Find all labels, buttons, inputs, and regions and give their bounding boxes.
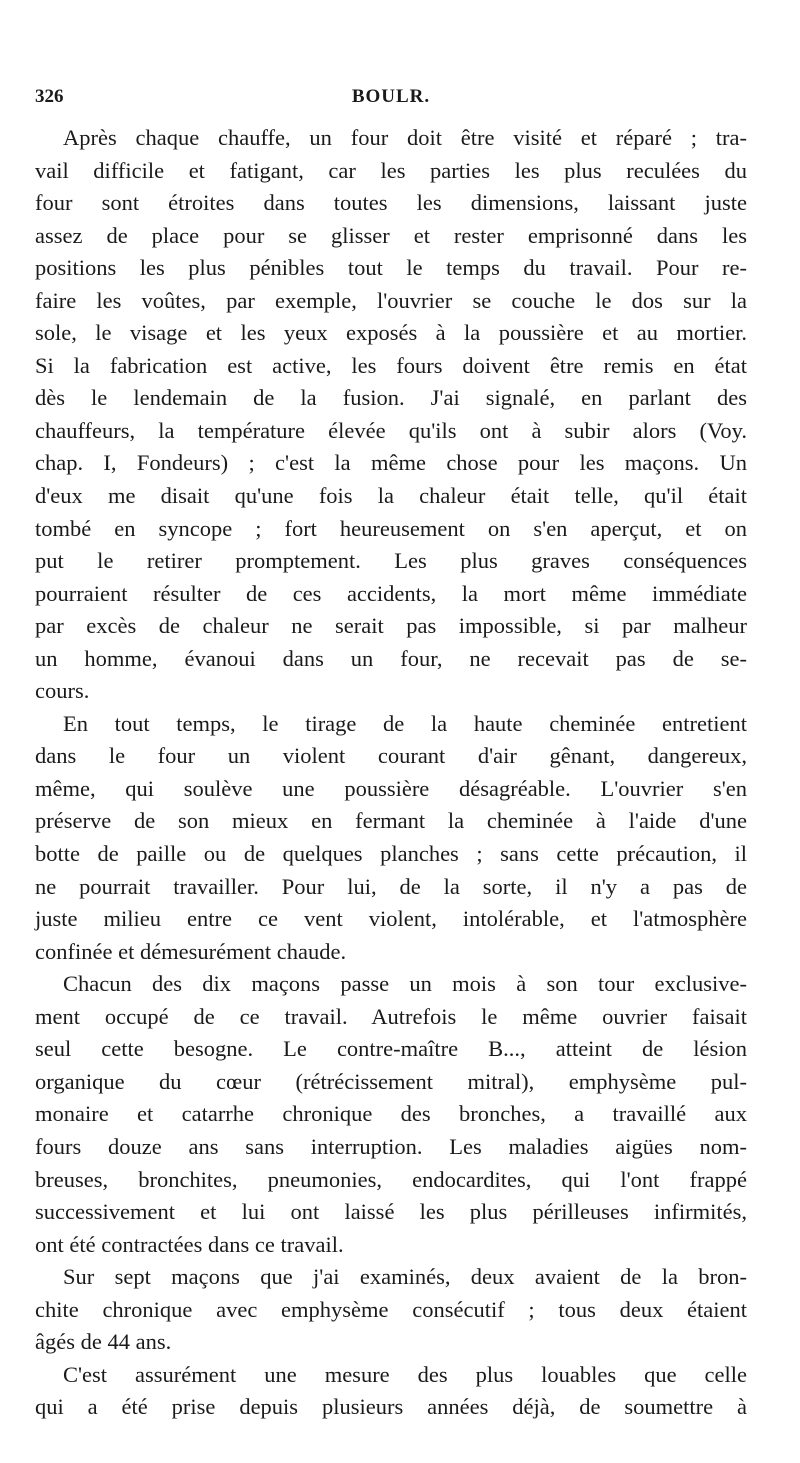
text-line: Si la fabrication est active, les fours doivent être remis en état: [35, 352, 747, 378]
text-line: pourraient résulter de ces accidents, la mort même immédiate: [35, 580, 747, 606]
text-line: assez de place pour se glisser et rester emprisonné dans les: [35, 222, 747, 248]
text-line: qui a été prise depuis plusieurs années déjà, de soumettre à: [35, 1394, 747, 1420]
text-line: par excès de chaleur ne serait pas impossible, si par malheur: [35, 613, 747, 639]
text-line: dès le lendemain de la fusion. J'ai signalé, en parlant des: [35, 385, 747, 411]
paragraph: [35, 122, 747, 708]
text-line: fours douze ans sans interruption. Les maladies aigües nom-: [35, 1133, 747, 1159]
text-line: seul cette besogne. Le contre-maître B..., atteint de lésion: [35, 1036, 747, 1062]
text-line: juste milieu entre ce vent violent, intolérable, et l'atmosphère: [35, 906, 747, 932]
text-line: Après chaque chauffe, un four doit être visité et réparé ; tra-: [63, 125, 747, 150]
text-line: breuses, bronchites, pneumonies, endocardites, qui l'ont frappé: [35, 1166, 747, 1192]
text-line: En tout temps, le tirage de la haute cheminée entretient: [63, 710, 747, 736]
text-line: cours.: [35, 678, 90, 704]
text-line: chap. I, Fondeurs) ; c'est la même chose pour les maçons. Un: [35, 450, 747, 476]
text-line: vail difficile et fatigant, car les parties les plus reculées du: [35, 157, 747, 183]
text-line: dans le four un violent courant d'air gênant, dangereux,: [35, 743, 747, 769]
text-line: faire les voûtes, par exemple, l'ouvrier se couche le dos sur la: [35, 287, 747, 313]
text-line: un homme, évanoui dans un four, ne recevait pas de se-: [35, 645, 747, 671]
text-line: chite chronique avec emphysème consécutif ; tous deux étaient: [35, 1296, 747, 1322]
text-line: ont été contractées dans ce travail.: [35, 1231, 344, 1257]
text-line: âgés de 44 ans.: [35, 1329, 172, 1355]
text-line: Sur sept maçons que j'ai examinés, deux avaient de la bron-: [63, 1264, 747, 1290]
paragraph: [35, 1359, 747, 1424]
page-number: 326: [35, 86, 64, 107]
text-line: put le retirer promptement. Les plus graves conséquences: [35, 548, 747, 574]
text-line: botte de paille ou de quelques planches ; sans cette précaution, il: [35, 841, 747, 867]
text-line: C'est assurément une mesure des plus louables que celle: [63, 1361, 747, 1387]
paragraph: [35, 1261, 747, 1359]
text-line: sole, le visage et les yeux exposés à la poussière et au mortier.: [35, 320, 747, 346]
text-line: d'eux me disait qu'une fois la chaleur était telle, qu'il était: [35, 483, 747, 509]
text-line: organique du cœur (rétrécissement mitral), emphysème pul-: [35, 1068, 747, 1094]
paragraph: [35, 708, 747, 968]
paragraph: [35, 968, 747, 1261]
text-line: positions les plus pénibles tout le temps du travail. Pour re-: [35, 255, 747, 281]
running-title: BOULR.: [351, 86, 431, 107]
body-text: [35, 122, 747, 1424]
running-head: [35, 86, 747, 110]
text-line: Chacun des dix maçons passe un mois à son tour exclusive-: [63, 971, 747, 997]
text-line: successivement et lui ont laissé les plus périlleuses infirmités,: [35, 1199, 747, 1225]
text-line: préserve de son mieux en fermant la cheminée à l'aide d'une: [35, 808, 747, 834]
text-line: ment occupé de ce travail. Autrefois le même ouvrier faisait: [35, 1003, 747, 1029]
text-line: monaire et catarrhe chronique des bronches, a travaillé aux: [35, 1101, 747, 1127]
text-line: tombé en syncope ; fort heureusement on s'en aperçut, et on: [35, 515, 747, 541]
text-line: four sont étroites dans toutes les dimensions, laissant juste: [35, 190, 747, 216]
text-line: ne pourrait travailler. Pour lui, de la sorte, il n'y a pas de: [35, 873, 747, 899]
text-line: confinée et démesurément chaude.: [35, 938, 347, 964]
text-line: même, qui soulève une poussière désagréable. L'ouvrier s'en: [35, 775, 747, 801]
text-line: chauffeurs, la température élevée qu'ils ont à subir alors (Voy.: [35, 417, 747, 443]
